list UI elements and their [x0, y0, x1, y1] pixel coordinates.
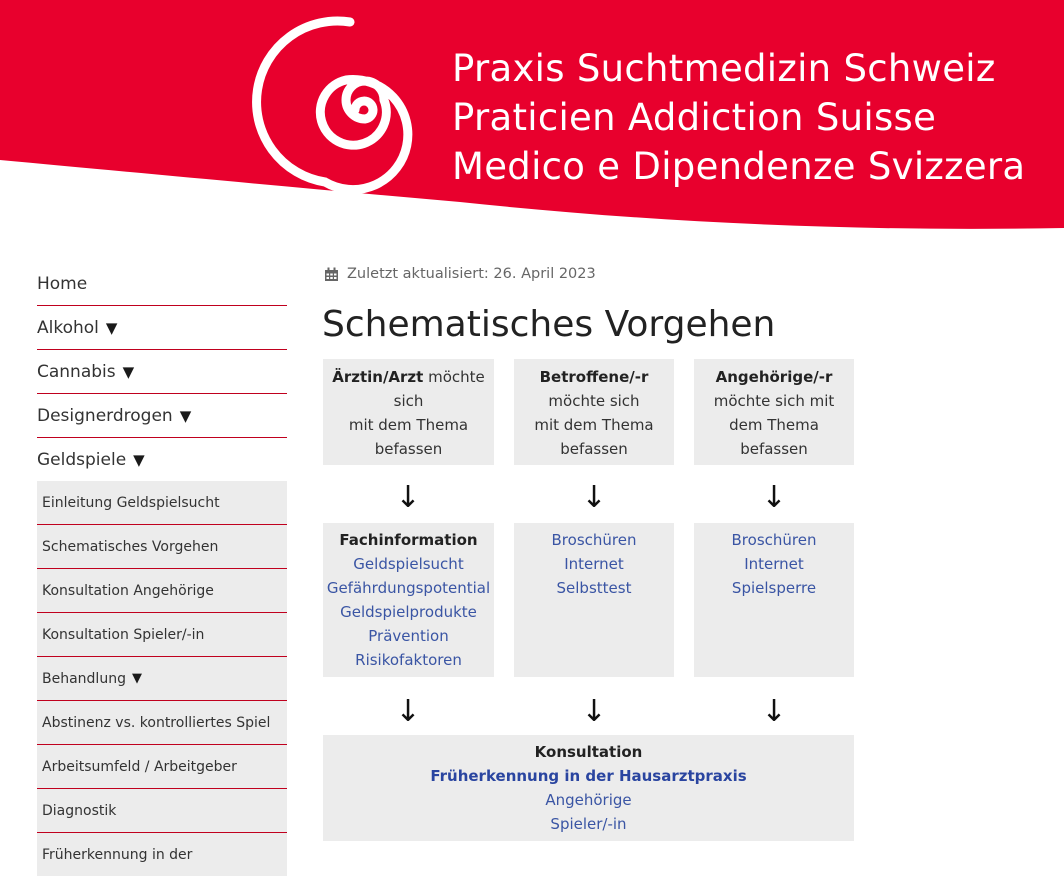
- arrow-down-icon: ↓: [395, 694, 421, 729]
- box-text: befassen: [374, 440, 443, 458]
- link-frueherkennung[interactable]: Früherkennung in der Hausarztpraxis: [430, 767, 747, 785]
- caret-down-icon[interactable]: ▼: [122, 362, 135, 381]
- box-text: möchte sich: [548, 392, 640, 410]
- box-text: sich: [393, 392, 424, 410]
- subnav-item-abstinenz[interactable]: [37, 701, 287, 745]
- caret-down-icon[interactable]: ▼: [131, 671, 142, 686]
- arrow-down-icon: ↓: [761, 694, 787, 729]
- subnav-item-label: Konsultation Spieler/-in: [42, 626, 205, 643]
- link-spielsperre[interactable]: Spielsperre: [731, 579, 817, 597]
- subnav-item-frueherkennung[interactable]: [37, 833, 287, 876]
- link-geldspielsucht[interactable]: Geldspielsucht: [353, 555, 464, 573]
- subnav-item-arbeitsumfeld[interactable]: [37, 745, 287, 789]
- subnav-item-label: Behandlung: [42, 670, 126, 687]
- arrow-down-icon: ↓: [395, 480, 421, 515]
- sidebar-item-alkohol[interactable]: [37, 306, 287, 350]
- brand-line-fr: Praticien Addiction Suisse: [452, 96, 937, 139]
- brand-name[interactable]: [452, 44, 1025, 191]
- brand-line-it: Medico e Dipendenze Svizzera: [452, 145, 1026, 188]
- link-risikofaktoren[interactable]: Risikofaktoren: [355, 651, 462, 669]
- box-heading: Konsultation: [534, 743, 643, 761]
- box-text: befassen: [740, 440, 808, 458]
- subnav-item-behandlung[interactable]: [37, 657, 287, 701]
- subnav-item-konsultation-spieler[interactable]: [37, 613, 287, 657]
- sidebar-item-home[interactable]: [37, 262, 287, 306]
- box-arzt: [323, 359, 494, 465]
- box-betroffene: [514, 359, 674, 465]
- box-heading: Ärztin/Arzt: [332, 368, 424, 386]
- sidebar-item-label: Designerdrogen: [37, 405, 173, 426]
- sidebar-item-designerdrogen[interactable]: [37, 394, 287, 438]
- subnav-item-konsultation-angehoerige[interactable]: [37, 569, 287, 613]
- subnav-item-diagnostik[interactable]: [37, 789, 287, 833]
- sidebar-item-label: Cannabis: [37, 361, 116, 382]
- link-internet[interactable]: Internet: [564, 555, 624, 573]
- link-broschueren[interactable]: Broschüren: [731, 531, 817, 549]
- box-text: möchte sich mit: [713, 392, 835, 410]
- page-title: Schematisches Vorgehen: [322, 304, 776, 345]
- last-updated-text: Zuletzt aktualisiert: 26. April 2023: [347, 266, 596, 282]
- brand-line-de: Praxis Suchtmedizin Schweiz: [452, 47, 996, 90]
- box-angehoerige-links: [694, 523, 854, 677]
- box-konsultation: [323, 735, 854, 841]
- box-text: befassen: [560, 440, 628, 458]
- box-heading: Betroffene/-r: [539, 368, 649, 386]
- subnav-item-label: Früherkennung in der: [42, 846, 193, 863]
- sidebar-item-label: Home: [37, 273, 88, 294]
- link-internet[interactable]: Internet: [744, 555, 804, 573]
- caret-down-icon[interactable]: ▼: [133, 450, 145, 469]
- sidebar-nav: [37, 262, 287, 876]
- subnav-item-einleitung[interactable]: [37, 481, 287, 525]
- subnav-item-label: Konsultation Angehörige: [42, 582, 214, 599]
- box-text: mit dem Thema: [348, 416, 469, 434]
- link-spieler[interactable]: Spieler/-in: [550, 815, 627, 833]
- box-heading: Angehörige/-r: [715, 368, 833, 386]
- link-broschueren[interactable]: Broschüren: [551, 531, 637, 549]
- arrow-down-icon: ↓: [581, 694, 607, 729]
- box-text: dem Thema: [729, 416, 819, 434]
- caret-down-icon[interactable]: ▼: [179, 406, 192, 425]
- arrow-down-icon: ↓: [761, 480, 787, 515]
- sidebar-item-label: Geldspiele: [37, 449, 127, 470]
- sidebar-item-cannabis[interactable]: [37, 350, 287, 394]
- link-geldspielprodukte[interactable]: Geldspielprodukte: [340, 603, 477, 621]
- calendar-icon: [324, 267, 339, 282]
- subnav-item-label: Einleitung Geldspielsucht: [42, 494, 220, 511]
- sidebar-item-label: Alkohol: [37, 317, 99, 338]
- header-banner: [0, 0, 1064, 235]
- sidebar-item-geldspiele[interactable]: [37, 438, 287, 481]
- caret-down-icon[interactable]: ▼: [105, 318, 118, 337]
- subnav-item-label: Arbeitsumfeld / Arbeitgeber: [42, 758, 237, 775]
- link-gefaehrdungspotential[interactable]: Gefährdungspotential: [326, 579, 491, 597]
- subnav-item-schematisches-vorgehen[interactable]: [37, 525, 287, 569]
- box-text: mit dem Thema: [534, 416, 654, 434]
- box-heading: Fachinformation: [339, 531, 478, 549]
- last-updated: [324, 266, 596, 282]
- subnav-item-label: Abstinenz vs. kontrolliertes Spiel: [42, 714, 271, 731]
- link-praevention[interactable]: Prävention: [368, 627, 449, 645]
- subnav-item-label: Schematisches Vorgehen: [42, 538, 219, 555]
- subnav-item-label: Diagnostik: [42, 802, 117, 819]
- box-text: möchte: [423, 368, 485, 386]
- box-angehoerige: [694, 359, 854, 465]
- box-betroffene-links: [514, 523, 674, 677]
- arrow-down-icon: ↓: [581, 480, 607, 515]
- box-fachinformation: [323, 523, 494, 677]
- link-angehoerige[interactable]: Angehörige: [545, 791, 632, 809]
- link-selbsttest[interactable]: Selbsttest: [556, 579, 632, 597]
